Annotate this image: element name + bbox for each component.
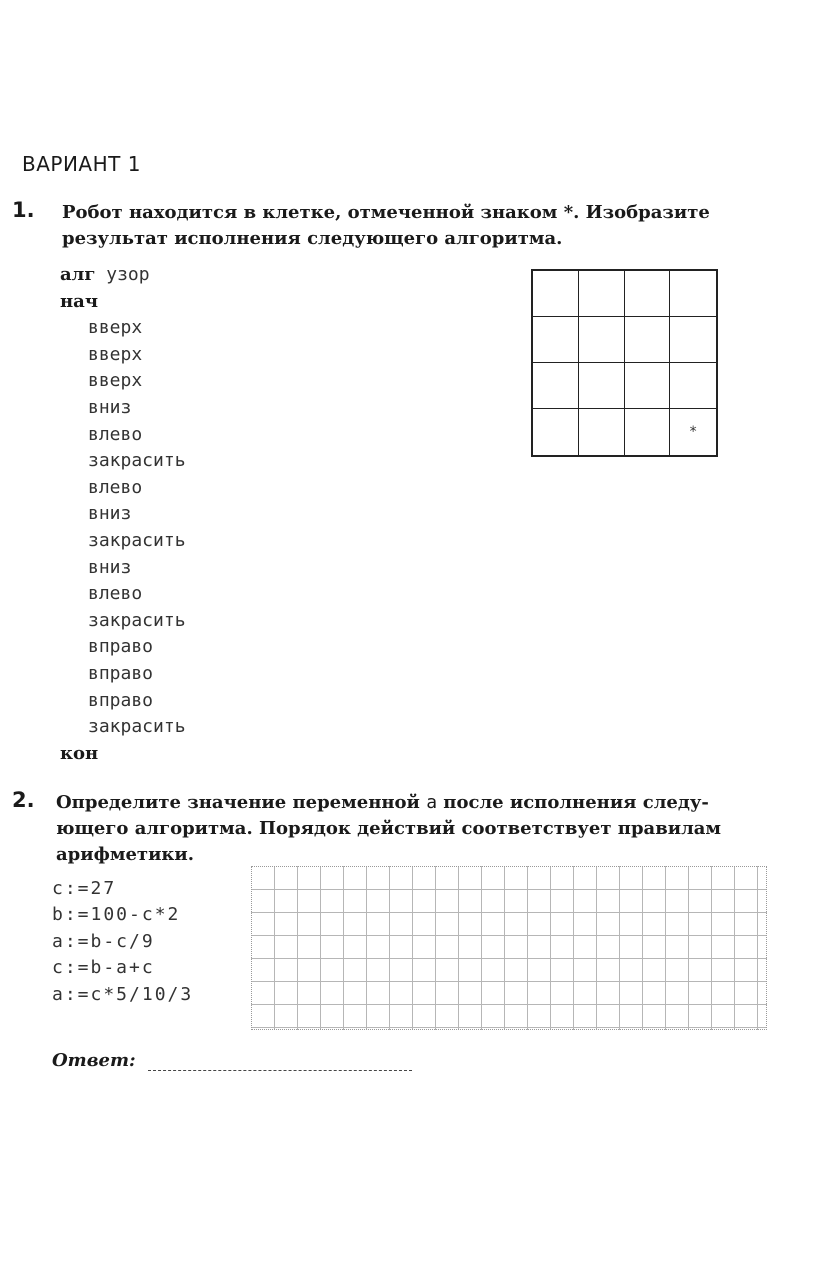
program-line (88, 422, 142, 448)
program-line (88, 528, 186, 554)
assignment-line: c:=27 (52, 878, 117, 899)
assignment-line: a:=b-c/9 (52, 930, 155, 952)
program-line (88, 555, 131, 581)
text-fragment: арифметики. (56, 844, 195, 865)
variant-heading: ВАРИАНТ 1 (22, 152, 141, 176)
program-line (88, 714, 186, 740)
program-line (60, 289, 98, 315)
program-command: влево (88, 476, 143, 498)
program-line (88, 448, 186, 474)
task1-number: 1. (12, 198, 35, 222)
text-fragment: ющего алгоритма. Порядок действий соответствует правилам (56, 818, 722, 839)
grid-cell[interactable] (625, 271, 671, 317)
program-command: вправо (88, 663, 154, 684)
task2-text-line (56, 842, 768, 868)
task2-text-line (56, 790, 768, 816)
task2-text (56, 790, 768, 868)
grid-cell[interactable] (625, 409, 671, 455)
grid-cell[interactable] (533, 409, 579, 455)
grid-cell[interactable] (670, 409, 716, 455)
program-command: вверх (88, 370, 143, 392)
task1-text-line: Робот находится в клетке, отмеченной знаком *. Изобразите (62, 202, 710, 223)
answer-label: Ответ: (52, 1050, 136, 1071)
program-command: вниз (88, 503, 132, 525)
text-fragment: после исполнения следу- (437, 792, 709, 813)
program-line (60, 262, 150, 288)
grid-cell[interactable] (579, 271, 625, 317)
program-command: вниз (88, 556, 132, 578)
program-line (88, 368, 142, 394)
program-command: вправо (88, 636, 154, 658)
program-line (88, 634, 153, 660)
program-keyword: нач (60, 290, 99, 312)
program-line (88, 608, 186, 634)
grid-cell[interactable] (625, 317, 671, 363)
program-line (88, 315, 142, 341)
program-line (88, 661, 153, 687)
program-command: закрасить (88, 530, 186, 551)
program-line (88, 501, 131, 527)
program-line (88, 475, 142, 501)
program-line (88, 395, 131, 421)
robot-field-grid (531, 269, 718, 457)
program-command: вверх (88, 343, 143, 365)
grid-cell[interactable] (579, 317, 625, 363)
program-keyword: кон (60, 742, 99, 764)
program-line (60, 741, 98, 767)
task1-text-line: результат исполнения следующего алгоритма. (62, 228, 563, 249)
program-command: вверх (88, 317, 143, 339)
answer-input-line[interactable] (148, 1070, 412, 1071)
grid-cell[interactable] (670, 363, 716, 409)
draft-dot-grid (251, 866, 767, 1030)
grid-cell[interactable] (625, 363, 671, 409)
task1-text (62, 200, 774, 252)
robot-start-marker: * (689, 424, 697, 440)
assignment-line: a:=c*5/10/3 (52, 983, 194, 1005)
grid-cell[interactable] (533, 317, 579, 363)
grid-cell[interactable] (579, 409, 625, 455)
task2-number: 2. (12, 788, 35, 812)
program-command: закрасить (88, 450, 186, 472)
assignment-line: b:=100-c*2 (52, 904, 181, 926)
grid-cell[interactable] (579, 363, 625, 409)
variable-name: a (426, 792, 438, 813)
grid-cell[interactable] (670, 317, 716, 363)
task2-text-line (56, 816, 768, 842)
program-command: закрасить (88, 716, 186, 738)
grid-cell[interactable] (533, 271, 579, 317)
program-command: закрасить (88, 609, 186, 631)
program-command: узор (95, 264, 150, 285)
program-line (88, 581, 142, 607)
program-line (88, 688, 153, 714)
program-command: влево (88, 423, 143, 445)
assignment-line: c:=b-a+c (52, 957, 155, 979)
text-fragment: Определите значение переменной (56, 792, 427, 813)
program-command: вправо (88, 689, 154, 711)
program-command: влево (88, 583, 143, 605)
program-command: вниз (88, 397, 132, 418)
program-line (88, 342, 142, 368)
grid-cell[interactable] (533, 363, 579, 409)
grid-cell[interactable] (670, 271, 716, 317)
program-keyword: алг (60, 264, 96, 285)
